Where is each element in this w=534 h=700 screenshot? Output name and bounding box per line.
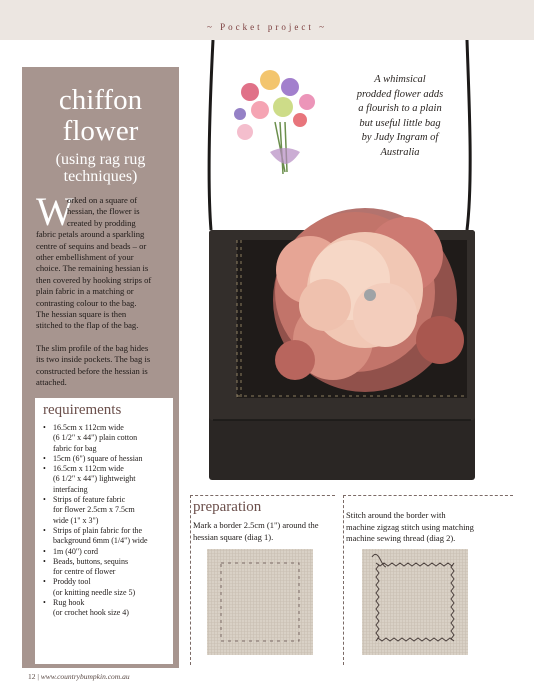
intro-line: other embellishment of your <box>36 251 134 262</box>
requirement-line <box>43 516 171 526</box>
prep-line: machine sewing thread (diag 2). <box>346 533 456 543</box>
diagram-2 <box>362 549 468 655</box>
intro-line: hessian, the flower is <box>67 206 140 217</box>
requirement-line <box>43 433 171 443</box>
requirement-text: Strips of feature fabric <box>53 495 126 505</box>
photo-caption <box>340 73 460 161</box>
bullet-icon: • <box>43 556 46 566</box>
requirement-line <box>43 505 171 515</box>
requirement-line <box>43 588 171 598</box>
requirement-line <box>43 577 171 587</box>
requirement-text: 16.5cm x 112cm wide <box>53 464 124 474</box>
intro-line: stitched to the flap of the bag. <box>36 320 139 331</box>
requirement-text: (6 1/2" x 44") plain cotton <box>53 433 138 443</box>
requirement-text: for centre of flower <box>53 567 116 577</box>
requirement-text: Strips of plain fabric for the <box>53 525 143 535</box>
drop-cap: W <box>36 189 74 234</box>
requirements-list <box>43 423 171 619</box>
requirement-line <box>43 557 171 567</box>
requirement-text: fabric for bag <box>53 443 97 453</box>
footer-url: www.countrybumpkin.com.au <box>40 672 130 681</box>
prep-step1-text <box>193 520 319 543</box>
intro-line <box>36 332 169 343</box>
requirement-text: wide (1" x 3") <box>53 515 99 525</box>
intro-text <box>36 189 169 389</box>
requirement-line <box>43 454 171 464</box>
bullet-icon: • <box>43 495 46 505</box>
prep-line: Mark a border 2.5cm (1") around the <box>193 520 319 530</box>
requirement-line <box>43 598 171 608</box>
bag-cord-left <box>209 40 213 230</box>
intro-line: then covered by hooking strips of <box>36 274 152 285</box>
bullet-icon: • <box>43 453 46 463</box>
caption-line: Australia <box>380 146 420 158</box>
intro-line: centre of sequins and beads – or <box>36 240 147 251</box>
requirement-line <box>43 444 171 454</box>
requirement-text: for flower 2.5cm x 7.5cm <box>53 505 135 515</box>
page-footer <box>28 672 130 681</box>
requirement-text: Proddy tool <box>53 577 91 587</box>
bullet-icon: • <box>43 464 46 474</box>
caption-line: a flourish to a plain <box>358 103 442 115</box>
requirement-line <box>43 567 171 577</box>
prep-line: machine zigzag stitch using matching <box>346 521 474 532</box>
bullet-icon: • <box>43 525 46 535</box>
requirements-title: requirements <box>43 402 122 418</box>
preparation-title: preparation <box>193 499 262 515</box>
requirements-box <box>35 398 173 664</box>
requirement-text: Beads, buttons, sequins <box>53 556 129 566</box>
caption-line: by Judy Ingram of <box>361 132 439 144</box>
caption-line: prodded flower adds <box>356 88 444 100</box>
title-line-2: flower <box>62 115 139 147</box>
page-number: 12 <box>28 672 36 681</box>
intro-line: The hessian square is then <box>36 308 127 319</box>
diagram-1 <box>207 549 313 655</box>
requirement-text: Rug hook <box>53 598 85 608</box>
bullet-icon: • <box>43 546 46 556</box>
subtitle-line-1: (using rag rug <box>55 151 146 168</box>
requirement-text: 15cm (6") square of hessian <box>53 453 143 463</box>
caption-line: but useful little bag <box>359 117 441 129</box>
intro-line: contrasting colour to the bag. <box>36 297 137 308</box>
intro-line: plain fabric in a matching or <box>36 286 134 297</box>
subtitle-line-2: techniques) <box>63 168 138 185</box>
requirement-text: (or crochet hook size 4) <box>53 608 129 618</box>
prep-line: hessian square (diag 1). <box>193 531 274 542</box>
section-label: ~ Pocket project ~ <box>207 22 327 32</box>
bag-cord-right <box>467 40 470 230</box>
intro-line: created by prodding <box>67 217 136 228</box>
prep-line: Stitch around the border with <box>346 510 446 520</box>
requirement-line <box>43 536 171 546</box>
requirement-text: 1m (40") cord <box>53 546 99 556</box>
bullet-icon: • <box>43 598 46 608</box>
requirement-line <box>43 485 171 495</box>
requirement-line <box>43 608 171 618</box>
title-line-1: chiffon <box>58 84 143 116</box>
intro-line: The slim profile of the bag hides <box>36 343 149 354</box>
requirement-line <box>43 474 171 484</box>
requirement-line <box>43 423 171 433</box>
hessian-square <box>207 549 313 655</box>
requirement-text: interfacing <box>53 484 88 494</box>
bullet-icon: • <box>43 423 46 432</box>
intro-line: constructed before the hessian is <box>36 365 148 376</box>
bouquet-illustration <box>225 62 330 184</box>
requirement-text: (6 1/2" x 44") lightweight <box>53 474 136 484</box>
requirement-text: (or knitting needle size 5) <box>53 587 136 597</box>
intro-line: orked on a square of <box>67 195 138 205</box>
caption-line: A whimsical <box>374 74 426 85</box>
bullet-icon: • <box>43 577 46 587</box>
intro-line: choice. The remaining hessian is <box>36 263 149 274</box>
footer-separator: | <box>37 672 39 681</box>
requirement-line <box>43 464 171 474</box>
requirement-line <box>43 547 171 557</box>
prep-step2-text <box>346 510 474 545</box>
requirement-text: background 6mm (1/4") wide <box>53 536 148 546</box>
header-bar <box>0 0 534 40</box>
requirement-line <box>43 495 171 505</box>
intro-line: its two inside pockets. The bag is <box>36 354 151 365</box>
intro-line: attached. <box>36 377 67 388</box>
intro-line: fabric petals around a sparkling <box>36 229 145 240</box>
requirement-text: 16.5cm x 112cm wide <box>53 423 124 432</box>
requirement-line <box>43 526 171 536</box>
